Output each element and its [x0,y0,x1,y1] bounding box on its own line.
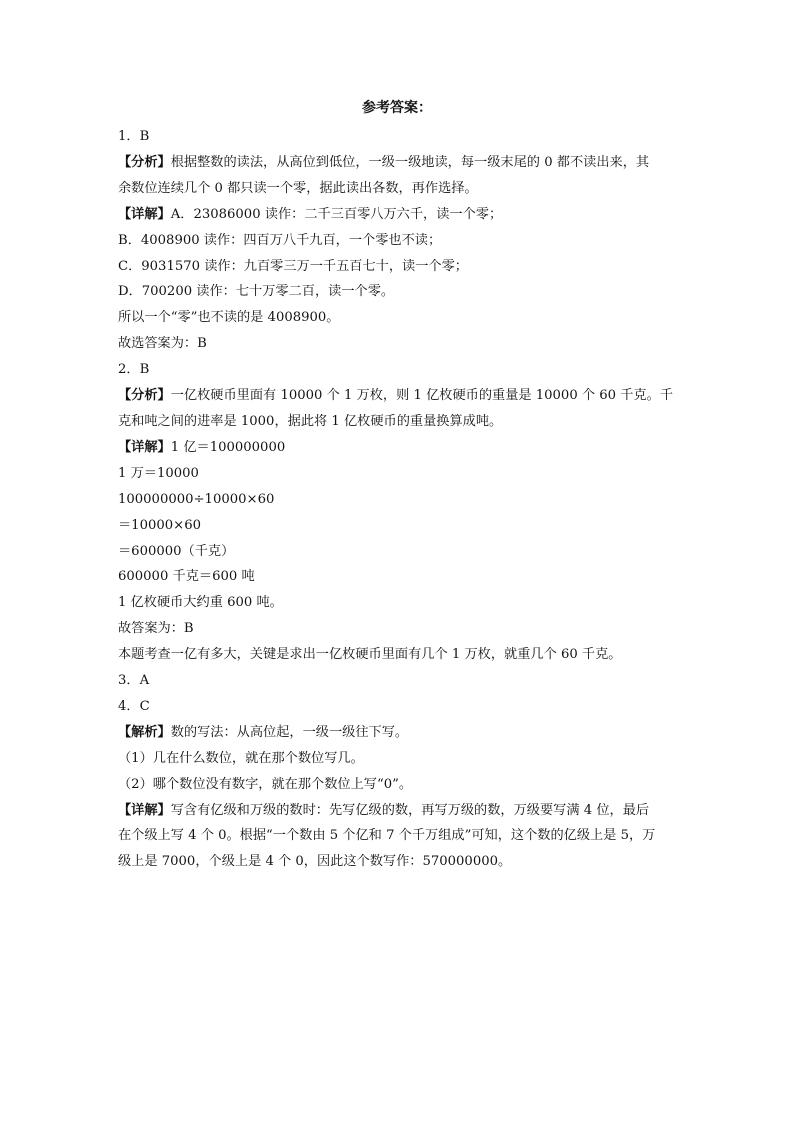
section-label: 【分析】 [118,388,171,404]
text-line [118,616,678,642]
text-line [118,254,678,280]
text-line [118,668,678,694]
line-text: 余数位连续几个 0 都只读一个零，据此读出各数，再作选择。 [118,180,478,196]
text-line [118,487,678,513]
text-line [118,694,678,720]
line-text: D．700200 读作：七十万零二百，读一个零。 [118,284,395,300]
section-label: 【详解】 [118,206,171,222]
line-text: 本题考查一亿有多大，关键是求出一亿枚硬币里面有几个 1 万枚，就重几个 60 千克。 [118,647,622,663]
line-text: 100000000÷10000×60 [118,491,275,507]
text-line [118,461,678,487]
line-text: ＝600000（千克） [118,543,235,559]
text-line [118,150,678,176]
line-text: 在个级上写 4 个 0。根据“一个数由 5 个亿和 7 个千万组成”可知，这个数的亿级上是 5，万 [118,828,656,844]
line-text: 克和吨之间的进率是 1000，据此将 1 亿枚硬币的重量换算成吨。 [118,413,503,429]
line-text: 所以一个“零”也不读的是 4008900。 [118,310,340,326]
text-line [118,513,678,539]
line-text: （1）几在什么数位，就在那个数位写几。 [118,750,364,766]
line-text: 3．A [118,673,150,689]
text-line [118,720,678,746]
line-text: 1．B [118,129,150,144]
line-text: 写含有亿级和万级的数时：先写亿级的数，再写万级的数，万级要写满 4 位，最后 [170,802,650,818]
line-text: （2）哪个数位没有数字，就在那个数位上写“0”。 [118,776,413,792]
text-line [118,228,678,254]
line-text: C．9031570 读作：九百零三万一千五百七十，读一个零； [118,258,468,274]
line-text: 故选答案为：B [118,336,207,352]
line-text: 4．C [118,698,150,714]
line-text: A．23086000 读作：二千三百零八万六千，读一个零； [170,206,503,222]
text-line [118,564,678,590]
line-text: 根据整数的读法，从高位到低位，一级一级地读，每一级末尾的 0 都不读出来，其 [170,154,650,170]
text-line [118,746,678,772]
page-title: 参考答案： [362,100,432,116]
text-line [118,849,678,875]
line-text: 级上是 7000，个级上是 4 个 0，因此这个数写作：570000000。 [118,854,512,870]
line-text: 故答案为：B [118,621,194,637]
text-line [118,124,678,150]
text-line [118,409,678,435]
text-line [118,642,678,668]
text-line [118,357,678,383]
line-text: 600000 千克＝600 吨 [118,569,255,585]
text-line [118,823,678,849]
text-line [118,435,678,461]
line-text: 数的写法：从高位起，一级一级往下写。 [170,724,409,740]
text-line [118,590,678,616]
text-line [118,383,678,409]
section-label: 【解析】 [118,724,171,740]
section-label: 【分析】 [118,154,171,170]
line-text: B．4008900 读作：四百万八千九百，一个零也不读； [118,232,442,248]
text-line [118,176,678,202]
line-text: 1 万＝10000 [118,465,199,481]
text-line [118,798,678,824]
answer-content [118,124,678,875]
line-text: 1 亿枚硬币大约重 600 吨。 [118,595,283,611]
line-text: 2．B [118,362,150,378]
text-line [118,539,678,565]
text-line [118,202,678,228]
text-line [118,279,678,305]
text-line [118,331,678,357]
text-line [118,305,678,331]
line-text: 一亿枚硬币里面有 10000 个 1 万枚，则 1 亿枚硬币的重量是 10000 个 60 千克。千 [170,388,674,404]
line-text: 1 亿＝100000000 [170,439,286,455]
text-line [118,772,678,798]
section-label: 【详解】 [118,802,171,818]
line-text: ＝10000×60 [118,517,201,533]
section-label: 【详解】 [118,439,171,455]
